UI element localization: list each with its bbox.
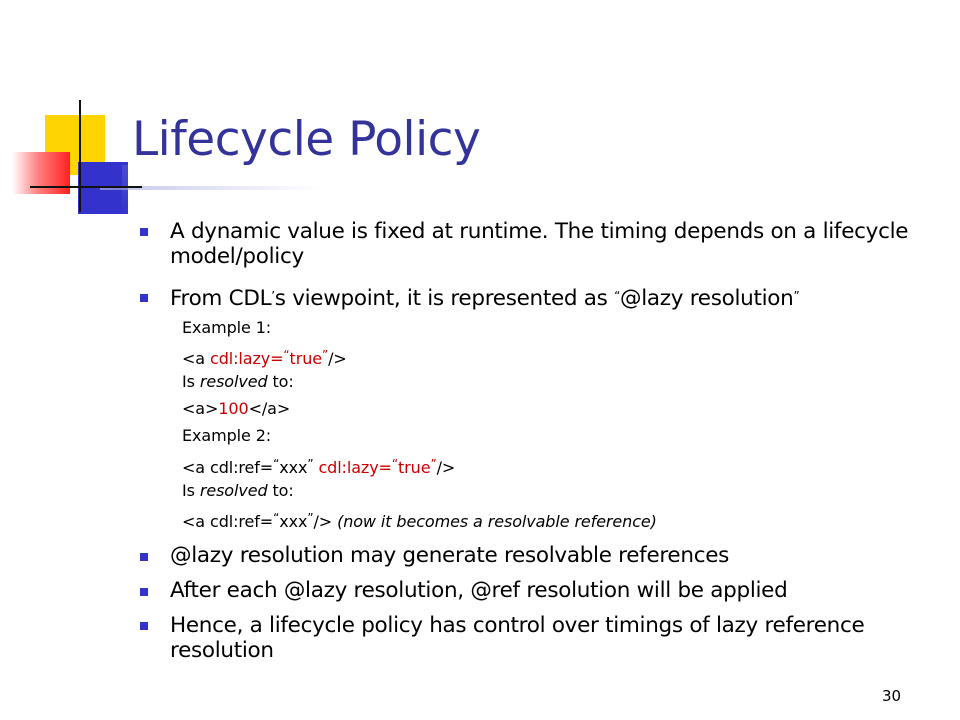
b2-close-quote: ” — [793, 289, 800, 303]
bullet-marker — [140, 622, 148, 630]
code-quote: “ — [391, 457, 398, 471]
b2-pre: From CDL — [170, 286, 272, 311]
resolved-post: to: — [267, 481, 294, 500]
resolved-word: resolved — [199, 372, 268, 391]
code-value: true — [289, 349, 322, 368]
example-1-result — [182, 399, 290, 419]
page-number: 30 — [882, 687, 902, 705]
code-quote: ” — [430, 457, 437, 471]
result-close: /> — [313, 512, 333, 531]
bullet-text-2 — [170, 284, 910, 311]
result-value: 100 — [218, 399, 249, 418]
code-quote: ” — [307, 457, 314, 471]
code-value: true — [398, 458, 431, 477]
result-close: </a> — [248, 399, 291, 418]
bullet-text-5: Hence, a lifecycle policy has control over timings of lazy reference resolution — [170, 613, 865, 663]
slide-title: Lifecycle Policy — [132, 112, 481, 167]
bullet-text-4: After each @lazy resolution, @ref resolution will be applied — [170, 578, 788, 603]
b2-open-quote: “ — [614, 289, 621, 303]
bullet-marker — [140, 294, 148, 302]
resolved-post: to: — [267, 372, 294, 391]
result-note: (now it becomes a resolvable reference) — [332, 512, 657, 531]
example-2-result — [182, 508, 657, 532]
code-quote: “ — [283, 348, 290, 362]
example-2-code — [182, 454, 455, 478]
code-open: <a cdl:ref= — [182, 458, 274, 477]
code-close: /> — [328, 349, 347, 368]
result-ref: xxx — [279, 512, 308, 531]
resolved-pre: Is — [182, 481, 200, 500]
resolved-word: resolved — [199, 481, 268, 500]
code-open: <a — [182, 349, 210, 368]
bullet-text-1: A dynamic value is fixed at runtime. The timing depends on a lifecycle model/policy — [170, 219, 909, 269]
code-ref: xxx — [279, 458, 308, 477]
result-open: <a cdl:ref= — [182, 512, 274, 531]
result-quote: ” — [307, 511, 314, 525]
bullet-text-3: @lazy resolution may generate resolvable references — [170, 543, 730, 568]
code-attr: cdl:lazy= — [210, 349, 284, 368]
b2-term: @lazy resolution — [620, 286, 794, 311]
code-close: /> — [436, 458, 456, 477]
example-2-label: Example 2: — [182, 426, 272, 445]
code-quote: “ — [273, 457, 280, 471]
b2-mid: s viewpoint, it is represented as — [274, 286, 615, 311]
example-1-label: Example 1: — [182, 318, 272, 337]
bullet-marker — [140, 588, 148, 596]
decor-horizontal-line — [30, 186, 142, 188]
bullet-marker — [140, 228, 148, 236]
b2-apostrophe: ’ — [271, 289, 275, 303]
decor-vertical-glow — [122, 165, 128, 215]
decor-vertical-line — [79, 100, 81, 212]
result-open: <a> — [182, 399, 219, 418]
code-attr: cdl:lazy= — [313, 458, 392, 477]
code-quote: ” — [321, 348, 329, 362]
bullet-marker — [140, 553, 148, 561]
resolved-line-2 — [182, 481, 294, 501]
resolved-pre: Is — [182, 372, 200, 391]
example-1-code — [182, 345, 347, 369]
result-quote: “ — [273, 511, 280, 525]
resolved-line-1 — [182, 372, 294, 392]
